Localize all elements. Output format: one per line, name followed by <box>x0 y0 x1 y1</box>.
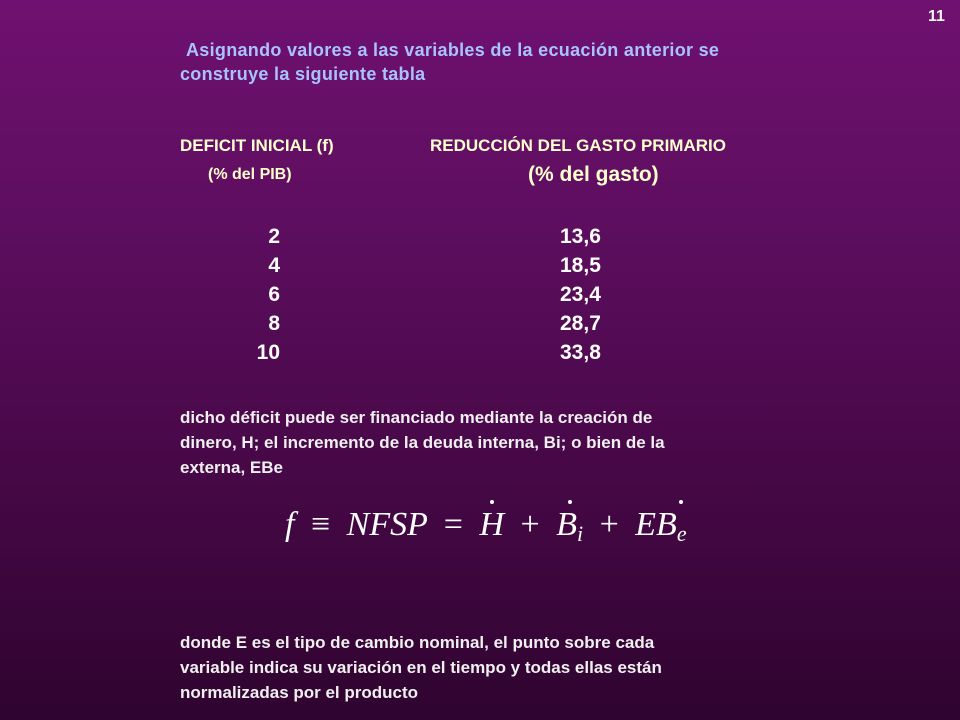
reduction-value: 13,6 <box>560 225 601 248</box>
explanation-line-2: variable indica su variación en el tiempo y todas ellas están <box>180 658 662 677</box>
deficit-value: 2 <box>268 225 280 248</box>
reduction-value: 23,4 <box>560 283 601 306</box>
deficit-value: 4 <box>268 254 280 277</box>
financing-line-1: dicho déficit puede ser financiado mediante la creación de <box>180 408 653 427</box>
reduction-value: 28,7 <box>560 312 601 335</box>
eq-plus-2: + <box>599 506 619 543</box>
intro-line-1: Asignando valores a las variables de la ecuación anterior se <box>186 40 720 60</box>
intro-line-2: construye la siguiente tabla <box>180 64 426 84</box>
explanation-paragraph <box>180 630 820 705</box>
table-subheader-deficit: (% del PIB) <box>208 166 292 183</box>
financing-paragraph <box>180 405 820 480</box>
deficit-column <box>200 222 280 367</box>
table-subheader-reduction: (% del gasto) <box>528 163 659 186</box>
explanation-line-1: donde E es el tipo de cambio nominal, el punto sobre cada <box>180 633 655 652</box>
eq-b-subscript: i <box>576 521 584 546</box>
eq-ebe <box>635 506 686 547</box>
eq-eb-subscript: e <box>676 521 687 546</box>
eq-plus-1: + <box>520 506 540 543</box>
deficit-value: 8 <box>268 312 280 335</box>
financing-line-3: externa, EBe <box>180 458 283 477</box>
eq-equals: = <box>443 506 463 543</box>
page-number: 11 <box>928 8 945 25</box>
time-derivative-dot <box>568 500 572 504</box>
explanation-line-3: normalizadas por el producto <box>180 683 419 702</box>
deficit-value: 6 <box>268 283 280 306</box>
table-header-deficit: DEFICIT INICIAL (f) <box>180 136 334 155</box>
financing-line-2: dinero, H; el incremento de la deuda interna, Bi; o bien de la <box>180 433 665 452</box>
eq-h-letter: H <box>479 506 504 543</box>
time-derivative-dot <box>490 500 494 504</box>
deficit-value: 10 <box>256 341 280 364</box>
eq-h <box>479 506 504 544</box>
eq-identity: ≡ <box>310 506 331 543</box>
time-derivative-dot <box>679 500 683 504</box>
eq-eb-letters: EB <box>635 506 677 543</box>
reduction-value: 33,8 <box>560 341 601 364</box>
eq-b-letter: B <box>556 506 577 543</box>
eq-nfsp: NFSP <box>346 506 428 543</box>
eq-f: f <box>285 506 295 543</box>
eq-bi <box>556 506 583 547</box>
reduction-value: 18,5 <box>560 254 601 277</box>
reduction-column <box>560 222 640 367</box>
table-header-reduction: REDUCCIÓN DEL GASTO PRIMARIO <box>430 136 726 155</box>
intro-text <box>180 38 840 86</box>
nfsp-equation <box>285 506 687 547</box>
